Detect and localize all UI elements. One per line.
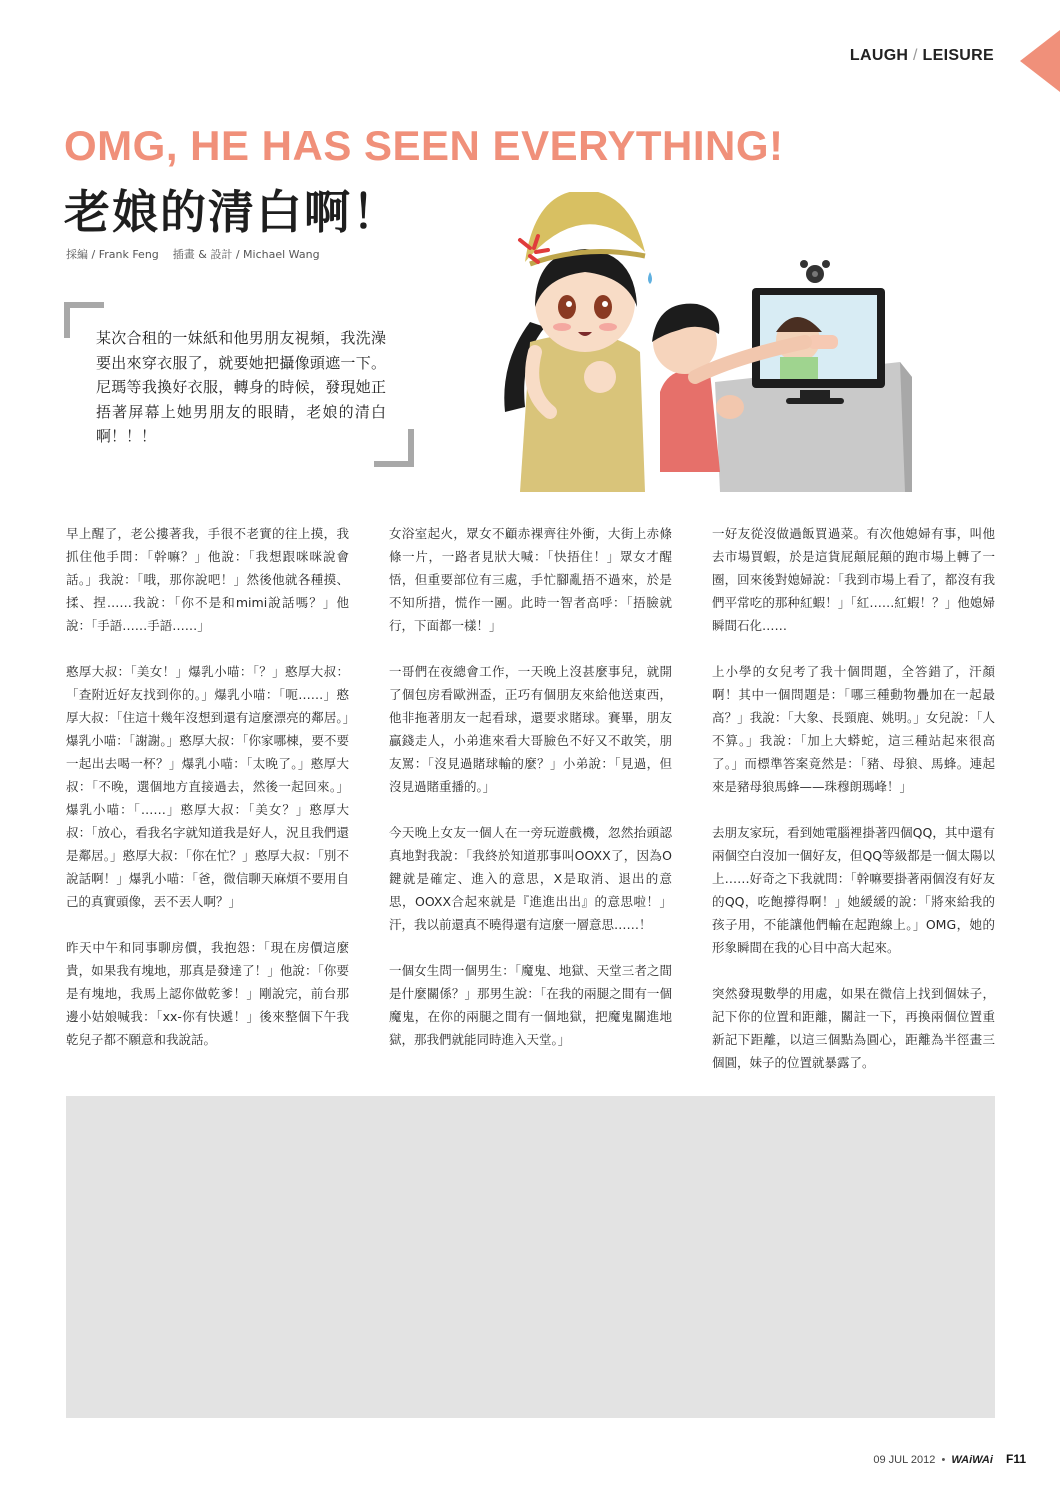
intro-pullquote xyxy=(64,302,414,467)
joke-paragraph: 早上醒了，老公摟著我，手很不老實的往上摸，我抓住他手問：「幹嘛？」他說：「我想跟咪咪說會話。」我說：「哦，那你說吧！」然後他就各種摸、揉、捏……我說：「你不是和mimi說話嗎？」他說：「手語……手語……」 xyxy=(66,526,349,633)
girl-figure xyxy=(504,192,652,492)
intro-text: 某次合租的一妹紙和他男朋友視頻，我洗澡要出來穿衣服了，就要她把攝像頭遮一下。尼瑪等我換好衣服，轉身的時候，發現她正捂著屏幕上她男朋友的眼睛，老娘的清白啊！！！ xyxy=(96,329,386,445)
section-primary: LAUGH xyxy=(849,47,909,64)
text-column-2 xyxy=(389,522,672,1074)
credit-writer: 採編 / Frank Feng xyxy=(66,248,159,261)
joke-paragraph: 突然發現數學的用處，如果在微信上找到個妹子，記下你的位置和距離，關註一下，再換兩個位置重新記下距離，以這三個點為圓心，距離為半徑畫三個圓，妹子的位置就暴露了。 xyxy=(712,986,995,1070)
webcam-icon xyxy=(800,260,830,283)
joke-paragraph: 女浴室起火，眾女不顧赤裸齊往外衝，大街上赤條條一片，一路者見狀大喊：「快捂住！」眾女才醒悟，但重要部位有三處，手忙腳亂捂不過來，於是不知所措，慌作一團。此時一智者高呼：「捂臉就行，下面都一樣！」 xyxy=(389,526,672,633)
magazine-brand: WAiWAi xyxy=(951,1454,993,1466)
quote-bracket-close xyxy=(374,429,414,467)
joke-paragraph: 憨厚大叔：「美女！」爆乳小喵：「？」憨厚大叔：「查附近好友找到你的。」爆乳小喵：「呃……」憨厚大叔：「住這十幾年沒想到還有這麼漂亮的鄰居。」爆乳小喵：「謝謝。」憨厚大叔：「你家哪棟，要不要一起出去喝一杯？」爆乳小喵：「太晚了。」憨厚大叔：「不晚，選個地方直接過去，然後一起回來。」爆乳小喵：「……」憨厚大叔：「美女？」憨厚大叔：「放心，看我名字就知道我是好人，況且我們還是鄰居。」憨厚大叔：「你在忙？」憨厚大叔：「別不說話啊！」爆乳小喵：「爸，微信聊天麻煩不要用自己的真實頭像，丟不丟人啊？」 xyxy=(66,664,349,909)
sweat-drop-icon xyxy=(648,272,652,284)
title-english: OMG, HE HAS SEEN EVERYTHING! xyxy=(64,122,784,169)
text-column-1 xyxy=(66,522,349,1074)
joke-paragraph: 昨天中午和同事聊房價，我抱怨：「現在房價這麼貴，如果我有塊地，那真是發達了！」他說：「你要是有塊地，我馬上認你做乾爹！」剛說完，前台那邊小姑娘喊我：「xx-你有快遞！」後來整個下午我乾兒子都不願意和我說話。 xyxy=(66,940,349,1047)
section-secondary: LEISURE xyxy=(922,47,994,64)
joke-paragraph: 一哥們在夜總會工作，一天晚上沒甚麼事兒，就開了個包房看歐洲盃，正巧有個朋友來給他送東西，他非拖著朋友一起看球，還要求賭球。賽畢，朋友贏錢走人，小弟進來看大哥臉色不好又不敢笑，朋友罵：「沒見過賭球輸的麼？」小弟說：「見過，但沒見過賭重播的。」 xyxy=(389,664,672,794)
joke-paragraph: 一個女生問一個男生：「魔鬼、地獄、天堂三者之間是什麼關係？」那男生說：「在我的兩腿之間有一個魔鬼，在你的兩腿之間有一個地獄，把魔鬼關進地獄，那我們就能同時進入天堂。」 xyxy=(389,963,672,1047)
section-separator: / xyxy=(913,47,918,64)
comic-illustration xyxy=(480,192,920,492)
footer-bullet: • xyxy=(941,1454,946,1466)
advertisement-placeholder xyxy=(66,1096,995,1418)
joke-paragraph: 去朋友家玩，看到她電腦裡掛著四個QQ，其中還有兩個空白沒加一個好友，但QQ等級都是一個太陽以上……好奇之下我就問：「幹嘛要掛著兩個沒有好友的QQ，吃飽撐得啊！」她緩緩的說：「將來給我的孩子用，不能讓他們輸在起跑線上。」OMG，她的形象瞬間在我的心目中高大起來。 xyxy=(712,825,995,955)
issue-date: 09 JUL 2012 xyxy=(873,1454,936,1466)
joke-paragraph: 一好友從沒做過飯買過菜。有次他媳婦有事，叫他去市場買蝦，於是這貨屁顛屁顛的跑市場上轉了一圈，回來後對媳婦說：「我到市場上看了，都沒有我們平常吃的那种紅蝦！」「紅……紅蝦！？」他媳婦瞬間石化…… xyxy=(712,526,995,633)
title-chinese: 老娘的清白啊！ xyxy=(64,185,400,239)
page-number: F11 xyxy=(1005,1452,1026,1466)
credits xyxy=(66,246,320,262)
page-footer xyxy=(873,1452,1026,1466)
section-label xyxy=(850,47,994,65)
page-tab-marker xyxy=(1020,30,1060,92)
joke-paragraph: 上小學的女兒考了我十個問題，全答錯了，汗顏啊！其中一個問題是：「哪三種動物疊加在一起最高？」我說：「大象、長頸鹿、姚明。」女兒說：「人不算。」我說：「加上大蟒蛇，這三種站起來很高了。」而標準答案竟然是：「豬、母狼、馬蜂。連起來是豬母狼馬蜂——珠穆朗瑪峰！」 xyxy=(712,664,995,794)
joke-paragraph: 今天晚上女友一個人在一旁玩遊戲機，忽然抬頭認真地對我說：「我終於知道那事叫OOXX了，因為O鍵就是確定、進入的意思，X是取消、退出的意思，OOXX合起來就是『進進出出』的意思啦！」汗，我以前還真不曉得還有這麼一層意思……！ xyxy=(389,825,672,932)
credit-illustrator: 插畫 & 設計 / Michael Wang xyxy=(172,248,320,261)
text-column-3 xyxy=(712,522,995,1097)
